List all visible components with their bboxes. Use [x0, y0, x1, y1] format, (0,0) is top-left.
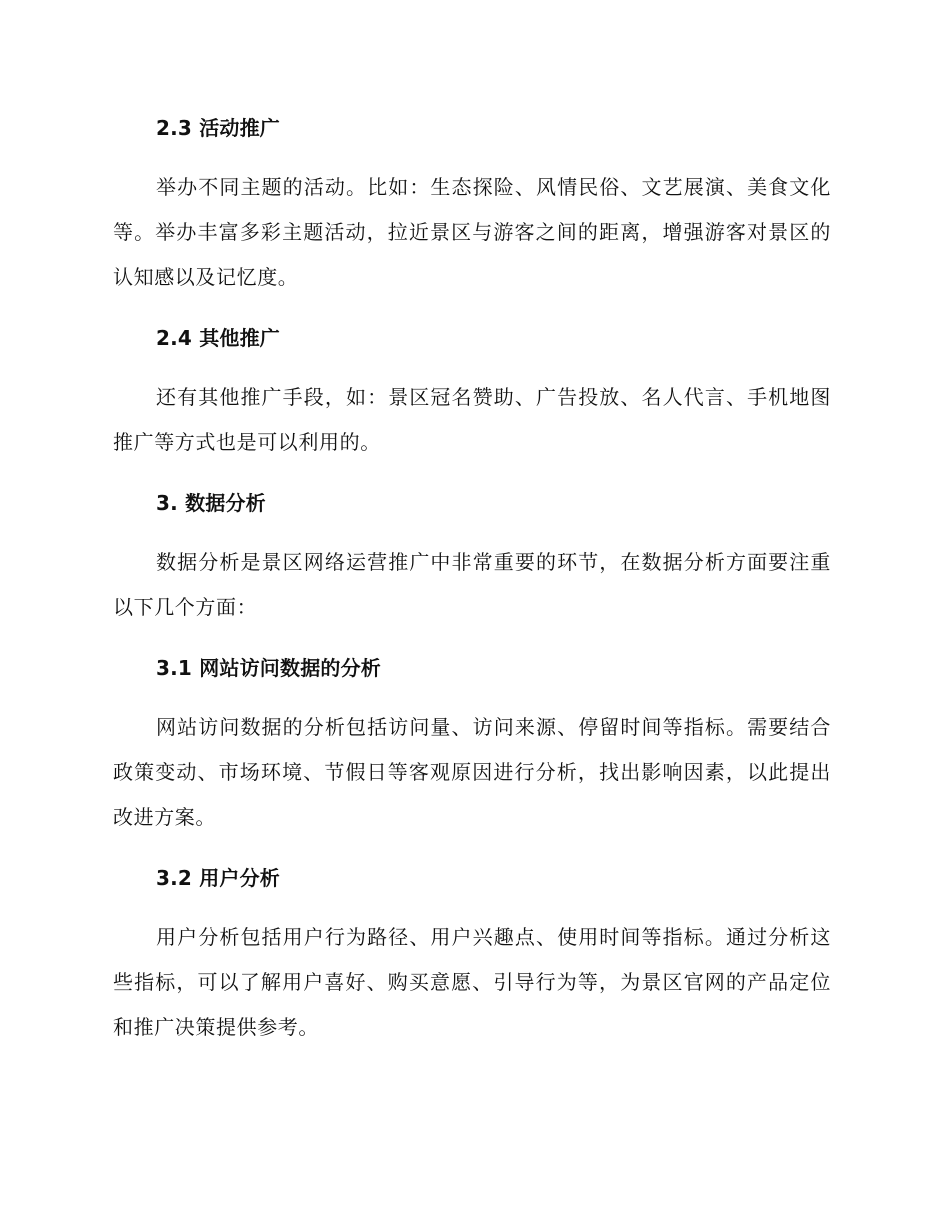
spacer — [113, 900, 831, 915]
section-heading-3: 3. 数据分析 — [156, 491, 266, 515]
spacer — [113, 360, 831, 375]
section-paragraph-3: 数据分析是景区网络运营推广中非常重要的环节，在数据分析方面要注重以下几个方面： — [113, 550, 831, 619]
spacer — [113, 465, 831, 481]
spacer — [113, 840, 831, 856]
section-heading-2-3: 2.3 活动推广 — [156, 116, 280, 140]
section-paragraph-2-3: 举办不同主题的活动。比如：生态探险、风情民俗、文艺展演、美食文化等。举办丰富多彩主题活动，拉近景区与游客之间的距离，增强游客对景区的认知感以及记忆度。 — [113, 175, 831, 289]
section-paragraph-2-4: 还有其他推广手段，如：景区冠名赞助、广告投放、名人代言、手机地图推广等方式也是可以利用的。 — [113, 385, 831, 454]
spacer — [113, 300, 831, 316]
section-heading-2-4: 2.4 其他推广 — [156, 326, 280, 350]
spacer — [113, 630, 831, 646]
spacer — [113, 525, 831, 540]
section-heading-3-1: 3.1 网站访问数据的分析 — [156, 656, 381, 680]
spacer — [113, 690, 831, 705]
section-paragraph-3-1: 网站访问数据的分析包括访问量、访问来源、停留时间等指标。需要结合政策变动、市场环境、节假日等客观原因进行分析，找出影响因素，以此提出改进方案。 — [113, 715, 831, 829]
section-paragraph-3-2: 用户分析包括用户行为路径、用户兴趣点、使用时间等指标。通过分析这些指标，可以了解用户喜好、购买意愿、引导行为等，为景区官网的产品定位和推广决策提供参考。 — [113, 925, 831, 1039]
spacer — [113, 150, 831, 165]
document-body — [113, 106, 831, 1050]
section-heading-3-2: 3.2 用户分析 — [156, 866, 280, 890]
